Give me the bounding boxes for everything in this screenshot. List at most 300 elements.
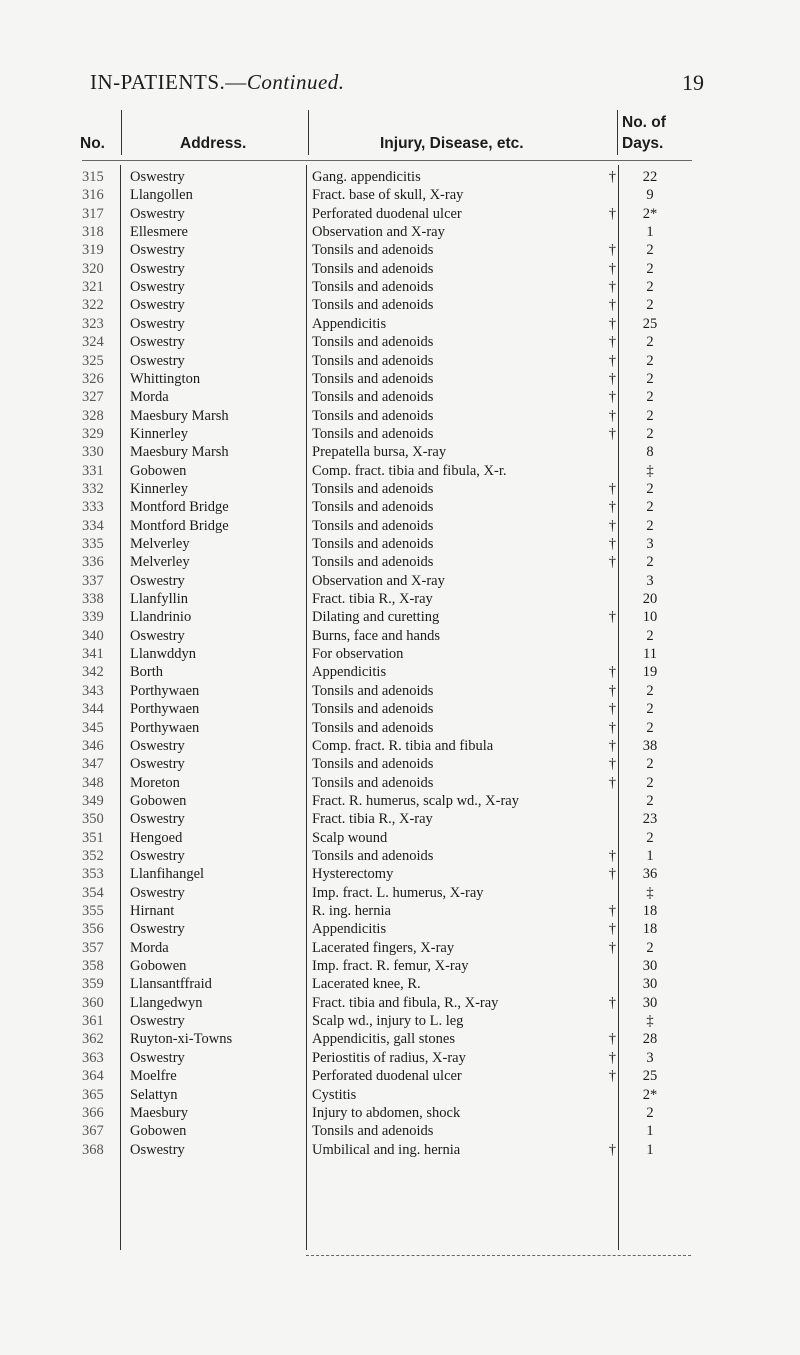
cell-no: 319	[82, 242, 104, 259]
cell-days: 2	[646, 370, 654, 387]
table-row	[0, 1122, 800, 1140]
table-row	[0, 700, 800, 718]
cell-injury: Injury to abdomen, shock	[312, 1104, 461, 1121]
cell-no: 357	[82, 939, 104, 956]
cell-injury: Tonsils and adenoids	[312, 517, 434, 534]
cell-address: Maesbury	[130, 1104, 188, 1121]
cell-injury: Fract. base of skull, X-ray	[312, 187, 464, 204]
cell-dagger: †	[608, 554, 616, 571]
cell-dagger: †	[608, 903, 616, 919]
cell-no: 342	[82, 664, 104, 681]
cell-dagger: †	[608, 994, 616, 1011]
cell-no: 330	[82, 444, 104, 461]
cell-injury: Tonsils and adenoids	[312, 847, 434, 864]
table-row	[0, 425, 800, 443]
cell-address: Oswestry	[130, 811, 185, 828]
table-row	[0, 1104, 800, 1122]
cell-no: 328	[82, 407, 104, 424]
table-row	[0, 443, 800, 461]
cell-address: Oswestry	[130, 315, 185, 332]
cell-injury: Fract. tibia R., X-ray	[312, 811, 433, 828]
cell-no: 362	[82, 1031, 104, 1048]
cell-dagger: †	[608, 609, 616, 626]
cell-address: Oswestry	[130, 352, 185, 369]
cell-address: Morda	[130, 389, 169, 406]
table-row	[0, 590, 800, 608]
table-row	[0, 462, 800, 480]
cell-days: 25	[642, 315, 658, 332]
table-row	[0, 682, 800, 700]
table-row	[0, 517, 800, 535]
table-row	[0, 755, 800, 773]
cell-days: 22	[642, 169, 658, 185]
cell-no: 335	[82, 536, 104, 552]
cell-dagger: †	[608, 425, 616, 442]
header-no: No.	[80, 135, 105, 152]
table-row	[0, 847, 800, 865]
header-days-line1: No. of	[622, 114, 666, 131]
cell-address: Morda	[130, 939, 169, 956]
cell-no: 317	[82, 205, 104, 222]
cell-no: 332	[82, 480, 104, 497]
cell-injury: Lacerated knee, R.	[312, 976, 421, 993]
table-row	[0, 810, 800, 828]
cell-address: Montford Bridge	[130, 499, 229, 516]
cell-no: 333	[82, 499, 104, 516]
table-row	[0, 920, 800, 938]
cell-injury: Imp. fract. R. femur, X-ray	[312, 958, 469, 975]
table-row	[0, 553, 800, 571]
cell-no: 364	[82, 1068, 104, 1085]
cell-dagger: †	[608, 939, 616, 956]
cell-days: 2	[646, 627, 654, 644]
table-row	[0, 278, 800, 296]
cell-address: Oswestry	[130, 627, 185, 644]
cell-dagger: †	[608, 334, 616, 351]
cell-dagger: †	[608, 315, 616, 332]
cell-address: Ruyton-xi-Towns	[130, 1031, 233, 1048]
cell-days: 30	[642, 958, 658, 975]
table-row	[0, 774, 800, 792]
cell-no: 327	[82, 389, 104, 406]
running-head	[90, 70, 345, 95]
cell-injury: Tonsils and adenoids	[312, 682, 434, 699]
cell-days: 3	[646, 536, 654, 552]
header-address: Address.	[180, 135, 247, 152]
cell-injury: Tonsils and adenoids	[312, 334, 434, 351]
cell-address: Oswestry	[130, 884, 185, 901]
cell-no: 334	[82, 517, 104, 534]
cell-address: Llanfyllin	[130, 591, 188, 608]
cell-injury: Comp. fract. R. tibia and fibula	[312, 737, 494, 754]
cell-address: Oswestry	[130, 169, 185, 185]
cell-dagger: †	[608, 205, 616, 222]
cell-injury: Imp. fract. L. humerus, X-ray	[312, 884, 484, 901]
cell-injury: Fract. tibia R., X-ray	[312, 591, 433, 608]
cell-dagger: †	[608, 517, 616, 534]
cell-address: Llangedwyn	[130, 994, 203, 1011]
cell-address: Selattyn	[130, 1086, 178, 1103]
cell-dagger: †	[608, 242, 616, 259]
cell-address: Kinnerley	[130, 425, 188, 442]
rule-injury-days	[617, 110, 618, 155]
cell-address: Llanwddyn	[130, 646, 197, 663]
cell-address: Borth	[130, 664, 164, 681]
table-row	[0, 792, 800, 810]
cell-address: Oswestry	[130, 1141, 185, 1158]
cell-dagger: †	[608, 847, 616, 864]
cell-address: Melverley	[130, 536, 190, 552]
cell-address: Hengoed	[130, 829, 183, 846]
cell-days: 2	[646, 260, 654, 277]
cell-address: Oswestry	[130, 260, 185, 277]
cell-injury: Perforated duodenal ulcer	[312, 1068, 462, 1085]
cell-no: 323	[82, 315, 104, 332]
cell-no: 340	[82, 627, 104, 644]
cell-injury: R. ing. hernia	[312, 903, 391, 919]
cell-address: Llansantffraid	[130, 976, 212, 993]
cell-address: Oswestry	[130, 297, 185, 314]
cell-address: Llanfihangel	[130, 866, 205, 883]
cell-days: 2	[646, 242, 654, 259]
cell-days: 1	[646, 1141, 654, 1158]
cell-address: Hirnant	[130, 903, 175, 919]
table-row	[0, 352, 800, 370]
cell-dagger: †	[608, 1141, 616, 1158]
cell-no: 345	[82, 719, 104, 736]
cell-no: 353	[82, 866, 104, 883]
cell-injury: Tonsils and adenoids	[312, 554, 434, 571]
cell-no: 354	[82, 884, 104, 901]
table-row	[0, 1086, 800, 1104]
table-row	[0, 388, 800, 406]
cell-days: 2	[646, 701, 654, 718]
cell-injury: Tonsils and adenoids	[312, 389, 434, 406]
cell-injury: Tonsils and adenoids	[312, 425, 434, 442]
cell-days: ‡	[646, 1013, 654, 1030]
cell-injury: Tonsils and adenoids	[312, 279, 434, 296]
cell-injury: Prepatella bursa, X-ray	[312, 444, 447, 461]
cell-injury: Tonsils and adenoids	[312, 297, 434, 314]
cell-days: 2	[646, 554, 654, 571]
running-head-text: IN-PATIENTS.—	[90, 70, 247, 94]
cell-dagger: †	[608, 921, 616, 938]
cell-days: 10	[642, 609, 658, 626]
cell-days: 2	[646, 279, 654, 296]
cell-days: 2	[646, 389, 654, 406]
cell-no: 346	[82, 737, 104, 754]
cell-injury: Cystitis	[312, 1086, 357, 1103]
cell-injury: Scalp wound	[312, 829, 388, 846]
cell-injury: Observation and X-ray	[312, 572, 445, 589]
cell-no: 368	[82, 1141, 104, 1158]
table-row	[0, 535, 800, 553]
cell-days: 2	[646, 352, 654, 369]
cell-no: 365	[82, 1086, 104, 1103]
cell-no: 331	[82, 462, 104, 479]
header-injury: Injury, Disease, etc.	[380, 135, 524, 152]
table-row	[0, 884, 800, 902]
table-row	[0, 627, 800, 645]
rule-header-bottom	[82, 160, 692, 161]
cell-dagger: †	[608, 407, 616, 424]
table-row	[0, 296, 800, 314]
cell-injury: Lacerated fingers, X-ray	[312, 939, 455, 956]
cell-no: 321	[82, 279, 104, 296]
cell-injury: Tonsils and adenoids	[312, 499, 434, 516]
cell-dagger: †	[608, 297, 616, 314]
cell-no: 363	[82, 1049, 104, 1066]
table-row	[0, 168, 800, 186]
cell-injury: Burns, face and hands	[312, 627, 441, 644]
cell-days: 2	[646, 425, 654, 442]
cell-address: Oswestry	[130, 847, 185, 864]
cell-days: 2	[646, 829, 654, 846]
table-row	[0, 498, 800, 516]
page-number: 19	[682, 70, 704, 95]
table-row	[0, 939, 800, 957]
cell-days: 2*	[642, 1086, 658, 1103]
cell-days: 30	[642, 976, 658, 993]
cell-injury: Appendicitis	[312, 921, 387, 938]
cell-no: 356	[82, 921, 104, 938]
cell-injury: Fract. tibia and fibula, R., X-ray	[312, 994, 499, 1011]
cell-no: 361	[82, 1013, 104, 1030]
cell-no: 344	[82, 701, 104, 718]
table-row	[0, 223, 800, 241]
cell-injury: Periostitis of radius, X-ray	[312, 1049, 466, 1066]
cell-dagger: †	[608, 389, 616, 406]
cell-dagger: †	[608, 866, 616, 883]
cell-no: 338	[82, 591, 104, 608]
cell-days: 2	[646, 517, 654, 534]
table-row	[0, 480, 800, 498]
cell-days: 2	[646, 774, 654, 791]
cell-days: 1	[646, 847, 654, 864]
cell-dagger: †	[608, 701, 616, 718]
cell-no: 339	[82, 609, 104, 626]
table-row	[0, 975, 800, 993]
cell-dagger: †	[608, 480, 616, 497]
cell-days: ‡	[646, 884, 654, 901]
cell-address: Oswestry	[130, 572, 185, 589]
cell-days: 2	[646, 480, 654, 497]
cell-injury: Tonsils and adenoids	[312, 756, 434, 773]
cell-days: 36	[642, 866, 658, 883]
table-row	[0, 241, 800, 259]
cell-days: 2	[646, 939, 654, 956]
cell-no: 315	[82, 169, 104, 185]
table-row	[0, 645, 800, 663]
cell-dagger: †	[608, 279, 616, 296]
cell-address: Whittington	[130, 370, 201, 387]
cell-dagger: †	[608, 260, 616, 277]
cell-days: 18	[642, 921, 658, 938]
cell-address: Porthywaen	[130, 719, 200, 736]
cell-dagger: †	[608, 1031, 616, 1048]
cell-address: Oswestry	[130, 1013, 185, 1030]
cell-injury: Scalp wd., injury to L. leg	[312, 1013, 464, 1030]
cell-injury: Observation and X-ray	[312, 224, 445, 241]
cell-address: Gobowen	[130, 792, 187, 809]
cell-address: Gobowen	[130, 958, 187, 975]
cell-injury: Fract. R. humerus, scalp wd., X-ray	[312, 792, 519, 809]
cell-days: 23	[642, 811, 658, 828]
cell-injury: Appendicitis, gall stones	[312, 1031, 455, 1048]
table-row	[0, 865, 800, 883]
cell-no: 348	[82, 774, 104, 791]
cell-address: Maesbury Marsh	[130, 407, 229, 424]
cell-injury: Tonsils and adenoids	[312, 536, 434, 552]
cell-dagger: †	[608, 370, 616, 387]
cell-injury: Tonsils and adenoids	[312, 242, 434, 259]
cell-address: Moreton	[130, 774, 180, 791]
cell-no: 325	[82, 352, 104, 369]
cell-injury: Tonsils and adenoids	[312, 480, 434, 497]
cell-address: Gobowen	[130, 1123, 187, 1140]
rule-no-address	[121, 110, 122, 155]
cell-days: 38	[642, 737, 658, 754]
cell-dagger: †	[608, 719, 616, 736]
table-row	[0, 205, 800, 223]
cell-days: 9	[646, 187, 654, 204]
cell-dagger: †	[608, 536, 616, 552]
table-row	[0, 1012, 800, 1030]
cell-address: Oswestry	[130, 334, 185, 351]
cell-days: 2	[646, 1104, 654, 1121]
cell-injury: Comp. fract. tibia and fibula, X-r.	[312, 462, 507, 479]
cell-address: Llangollen	[130, 187, 193, 204]
table-row	[0, 370, 800, 388]
cell-injury: For observation	[312, 646, 404, 663]
cell-days: 3	[646, 1049, 654, 1066]
cell-address: Oswestry	[130, 279, 185, 296]
cell-dagger: †	[608, 682, 616, 699]
cell-days: 2	[646, 407, 654, 424]
cell-injury: Tonsils and adenoids	[312, 352, 434, 369]
table-row	[0, 1141, 800, 1159]
cell-days: 2	[646, 682, 654, 699]
cell-address: Melverley	[130, 554, 190, 571]
cell-days: 20	[642, 591, 658, 608]
table-row	[0, 333, 800, 351]
cell-no: 320	[82, 260, 104, 277]
rule-address-injury	[308, 110, 309, 155]
cell-dagger: †	[608, 756, 616, 773]
cell-days: 2	[646, 792, 654, 809]
cell-dagger: †	[608, 1049, 616, 1066]
cell-no: 358	[82, 958, 104, 975]
cell-address: Porthywaen	[130, 701, 200, 718]
cell-no: 350	[82, 811, 104, 828]
cell-no: 355	[82, 903, 104, 919]
cell-address: Llandrinio	[130, 609, 192, 626]
table-row	[0, 260, 800, 278]
cell-injury: Tonsils and adenoids	[312, 407, 434, 424]
cell-injury: Dilating and curetting	[312, 609, 440, 626]
cell-injury: Gang. appendicitis	[312, 169, 421, 185]
cell-address: Ellesmere	[130, 224, 188, 241]
table-row	[0, 719, 800, 737]
cell-days: 30	[642, 994, 658, 1011]
table-row	[0, 1049, 800, 1067]
cell-days: 1	[646, 1123, 654, 1140]
cell-injury: Umbilical and ing. hernia	[312, 1141, 461, 1158]
cell-dagger: †	[608, 352, 616, 369]
cell-no: 326	[82, 370, 104, 387]
cell-address: Oswestry	[130, 1049, 185, 1066]
cell-injury: Tonsils and adenoids	[312, 260, 434, 277]
cell-no: 359	[82, 976, 104, 993]
cell-injury: Tonsils and adenoids	[312, 701, 434, 718]
cell-days: 2	[646, 499, 654, 516]
table-row	[0, 902, 800, 920]
table-row	[0, 407, 800, 425]
cell-days: 2	[646, 756, 654, 773]
table-row	[0, 1030, 800, 1048]
cell-no: 329	[82, 425, 104, 442]
cell-no: 360	[82, 994, 104, 1011]
cell-address: Oswestry	[130, 242, 185, 259]
cell-days: 8	[646, 444, 654, 461]
table-row	[0, 957, 800, 975]
cell-dagger: †	[608, 169, 616, 185]
cell-days: 1	[646, 224, 654, 241]
cell-days: 19	[642, 664, 658, 681]
cell-days: 18	[642, 903, 658, 919]
cell-days: 2	[646, 719, 654, 736]
cell-address: Porthywaen	[130, 682, 200, 699]
cell-address: Oswestry	[130, 205, 185, 222]
cell-address: Moelfre	[130, 1068, 177, 1085]
page-header	[90, 70, 704, 100]
cell-injury: Perforated duodenal ulcer	[312, 205, 462, 222]
running-head-continued: Continued.	[246, 70, 345, 94]
cell-days: 2*	[642, 205, 658, 222]
cell-no: 352	[82, 847, 104, 864]
cell-no: 316	[82, 187, 104, 204]
cell-injury: Tonsils and adenoids	[312, 1123, 434, 1140]
cell-days: 11	[643, 646, 657, 663]
cell-no: 367	[82, 1123, 104, 1140]
cell-days: 2	[646, 334, 654, 351]
cell-dagger: †	[608, 499, 616, 516]
cell-address: Oswestry	[130, 756, 185, 773]
cell-dagger: †	[608, 774, 616, 791]
cell-address: Maesbury Marsh	[130, 444, 229, 461]
cell-no: 318	[82, 224, 104, 241]
table-bottom-rule	[306, 1255, 691, 1257]
cell-dagger: †	[608, 664, 616, 681]
cell-no: 347	[82, 756, 104, 773]
cell-days: 28	[642, 1031, 658, 1048]
cell-no: 349	[82, 792, 104, 809]
cell-days: 25	[642, 1068, 658, 1085]
cell-no: 341	[82, 646, 104, 663]
table-row	[0, 315, 800, 333]
cell-no: 351	[82, 829, 104, 846]
cell-no: 343	[82, 682, 104, 699]
cell-injury: Tonsils and adenoids	[312, 719, 434, 736]
cell-no: 322	[82, 297, 104, 314]
cell-dagger: †	[608, 737, 616, 754]
cell-injury: Appendicitis	[312, 664, 387, 681]
table-row	[0, 663, 800, 681]
table-row	[0, 186, 800, 204]
cell-injury: Tonsils and adenoids	[312, 774, 434, 791]
cell-dagger: †	[608, 1068, 616, 1085]
table-row	[0, 737, 800, 755]
